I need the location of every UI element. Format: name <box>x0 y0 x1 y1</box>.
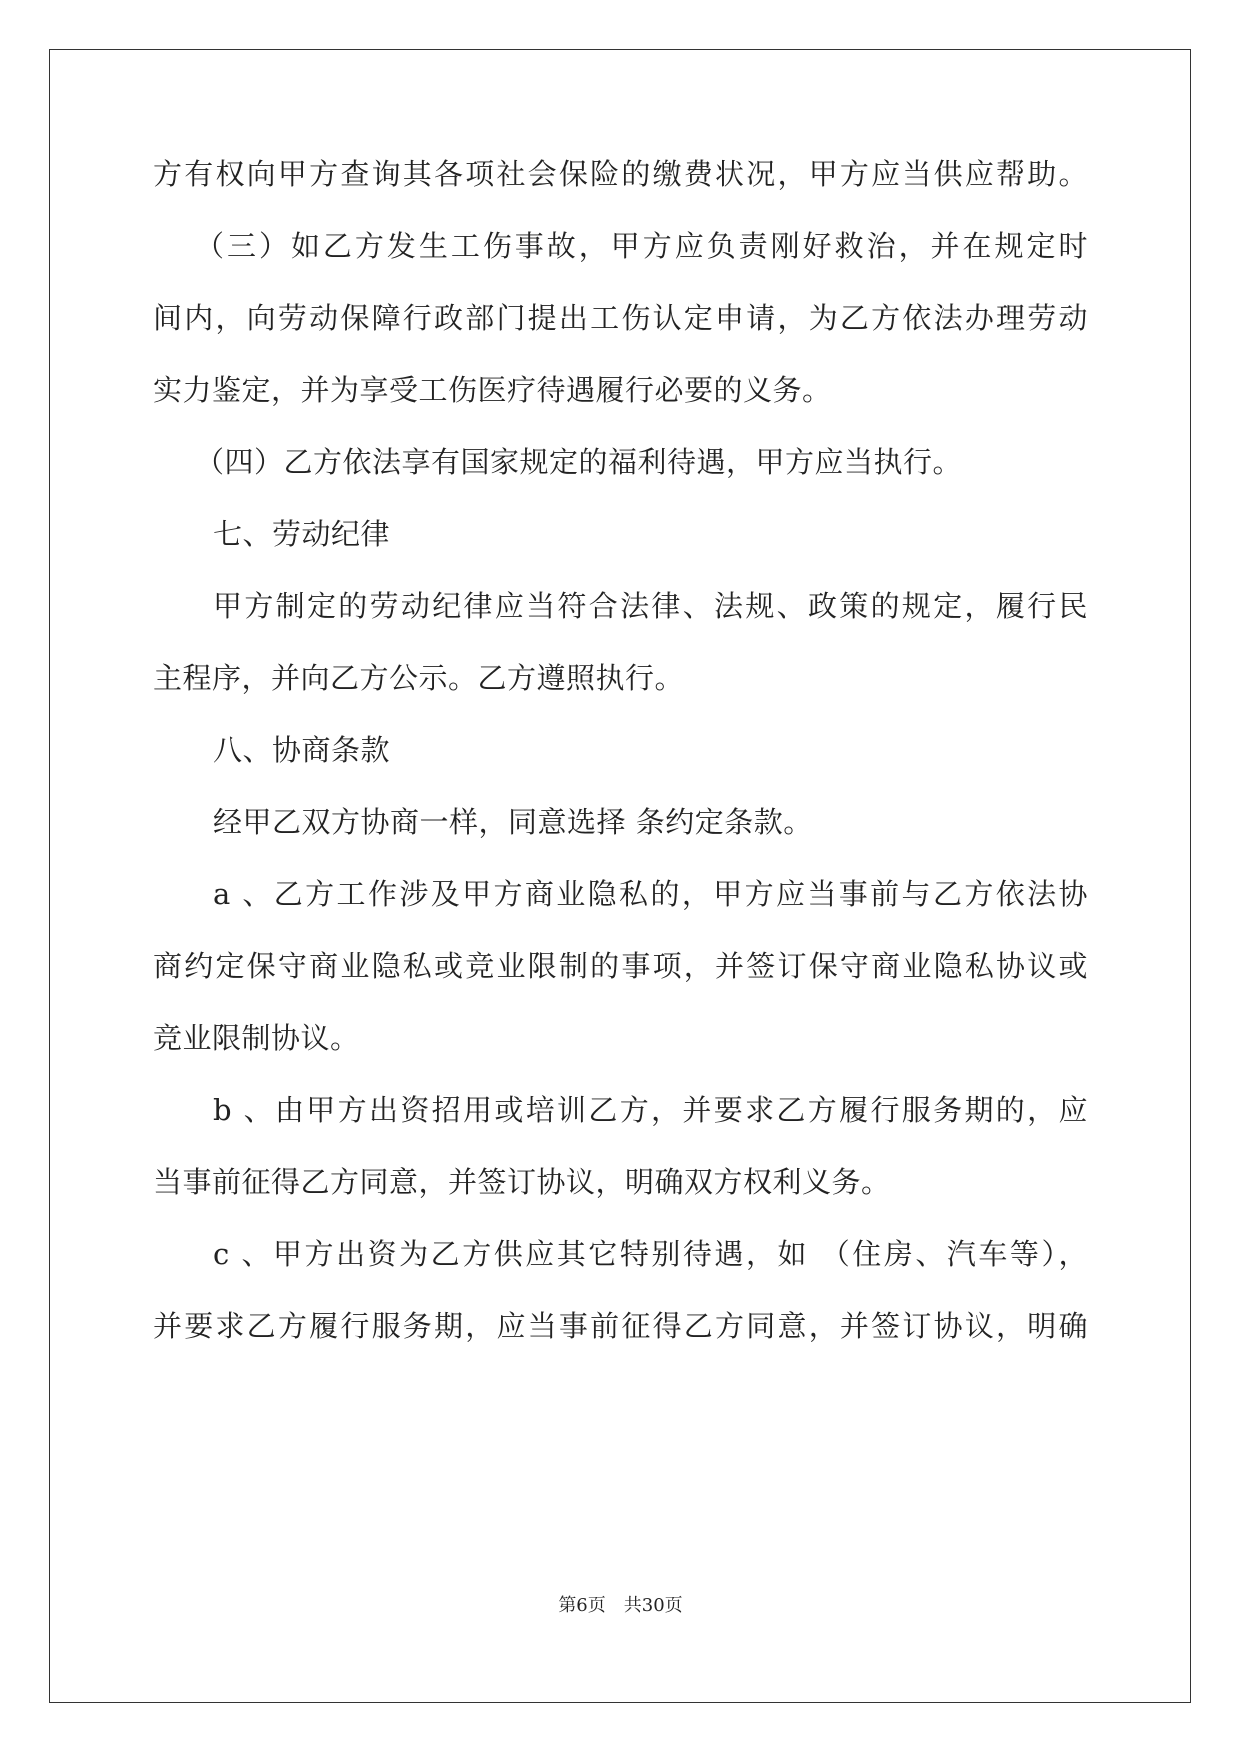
text-line: 方有权向甲方查询其各项社会保险的缴费状况，甲方应当供应帮助。 <box>153 157 1088 191</box>
page-number: 第6页 <box>558 1595 606 1616</box>
text-line: （四）乙方依法享有国家规定的福利待遇，甲方应当执行。 <box>195 445 963 479</box>
text-line: 间内，向劳动保障行政部门提出工伤认定申请，为乙方依法办理劳动 <box>153 301 1088 335</box>
text-line: a 、乙方工作涉及甲方商业隐私的，甲方应当事前与乙方依法协 <box>213 877 1088 911</box>
text-line: b 、由甲方出资招用或培训乙方，并要求乙方履行服务期的，应 <box>213 1093 1088 1127</box>
text-line: 并要求乙方履行服务期，应当事前征得乙方同意，并签订协议，明确 <box>153 1309 1088 1343</box>
text-line: 当事前征得乙方同意，并签订协议，明确双方权利义务。 <box>153 1165 891 1199</box>
text-line: 竞业限制协议。 <box>153 1021 360 1055</box>
text-line: 主程序，并向乙方公示。乙方遵照执行。 <box>153 661 685 695</box>
page-total: 共30页 <box>623 1595 683 1616</box>
text-line: c 、甲方出资为乙方供应其它特别待遇，如 （住房、汽车等）， <box>213 1237 1088 1271</box>
page-footer <box>0 1594 1241 1618</box>
text-line: 商约定保守商业隐私或竞业限制的事项，并签订保守商业隐私协议或 <box>153 949 1088 983</box>
text-line: （三）如乙方发生工伤事故，甲方应负责刚好救治，并在规定时 <box>195 229 1088 263</box>
section-heading: 七、劳动纪律 <box>213 517 391 551</box>
section-heading: 八、协商条款 <box>213 733 391 767</box>
text-line: 经甲乙双方协商一样，同意选择 条约定条款。 <box>213 805 813 839</box>
text-line: 甲方制定的劳动纪律应当符合法律、法规、政策的规定，履行民 <box>213 589 1088 623</box>
text-line: 实力鉴定，并为享受工伤医疗待遇履行必要的义务。 <box>153 373 832 407</box>
